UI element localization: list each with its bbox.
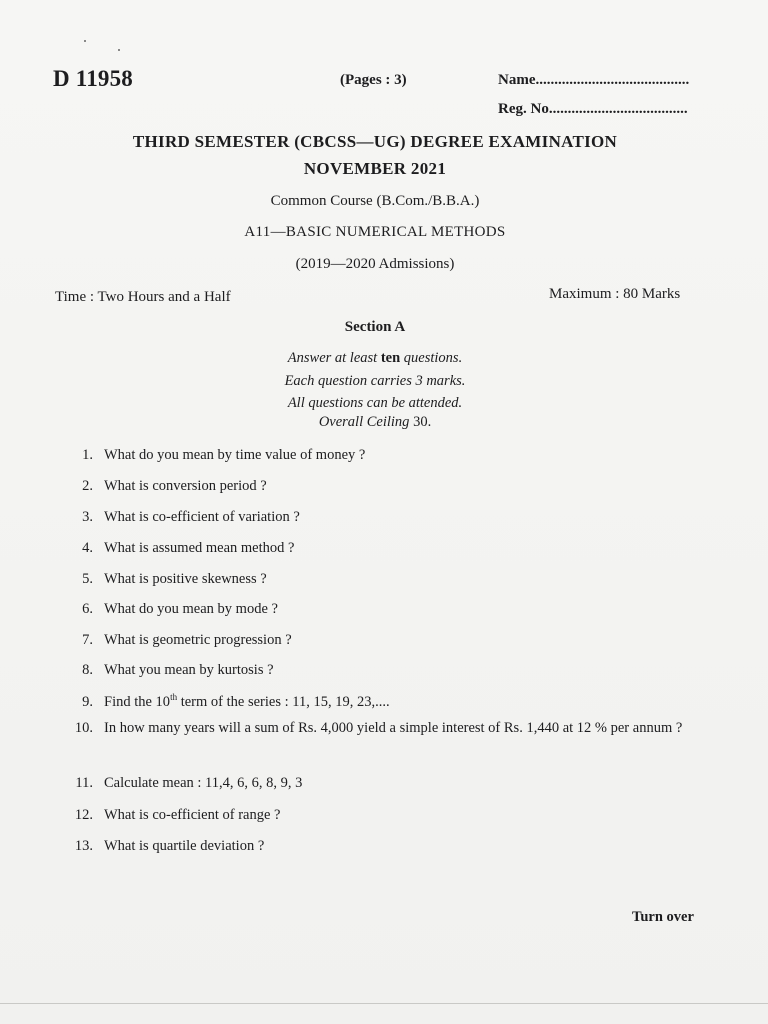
- instruction-emphasis: ten: [380, 350, 401, 366]
- question-number: 9.: [82, 693, 93, 710]
- paper-title: A11—BASIC NUMERICAL METHODS: [244, 224, 506, 240]
- question-text: [104, 692, 390, 711]
- instruction-marks: Each question carries 3 marks.: [284, 373, 466, 389]
- question-item: [60, 662, 274, 679]
- scan-speck: [118, 49, 120, 51]
- question-item: [60, 692, 390, 711]
- question-text: In how many years will a sum of Rs. 4,000 yield a simple interest of Rs. 1,440 at 12 % per annum ?: [104, 720, 683, 736]
- page-bottom-edge: [0, 1003, 768, 1004]
- instruction-text: questions.: [400, 350, 463, 366]
- question-text: What do you mean by mode ?: [104, 601, 278, 617]
- question-number: 13.: [74, 838, 93, 854]
- exam-session: NOVEMBER 2021: [303, 159, 447, 178]
- name-field-label: Name.........................................: [498, 72, 690, 88]
- question-item: [60, 509, 300, 526]
- question-text: What is assumed mean method ?: [104, 540, 295, 556]
- scan-speck: [84, 40, 86, 42]
- question-number: 12.: [74, 807, 93, 823]
- page-count: (Pages : 3): [340, 72, 407, 88]
- question-item: [60, 447, 365, 464]
- paper-code: D 11958: [53, 66, 133, 91]
- question-number: 1.: [82, 447, 93, 463]
- instruction-answer-count: [0, 350, 750, 367]
- instruction-text: 30.: [409, 414, 432, 430]
- question-item: [60, 807, 280, 824]
- exam-title: THIRD SEMESTER (CBCSS—UG) DEGREE EXAMINATION: [132, 132, 618, 151]
- question-number: 7.: [82, 632, 93, 648]
- question-text: What is quartile deviation ?: [104, 838, 265, 854]
- question-item: [60, 601, 278, 618]
- admissions: (2019—2020 Admissions): [295, 256, 455, 272]
- question-text: What do you mean by time value of money ?: [104, 447, 366, 463]
- instruction-text: Answer at least: [287, 350, 381, 366]
- question-item: [60, 571, 267, 588]
- question-number: 11.: [75, 775, 93, 791]
- instruction-ceiling: [0, 414, 750, 431]
- instruction-attend: All questions can be attended.: [287, 395, 463, 411]
- course-name: Common Course (B.Com./B.B.A.): [270, 193, 480, 209]
- question-item: [60, 478, 267, 495]
- question-number: 5.: [82, 571, 93, 587]
- question-text: What is co-efficient of variation ?: [104, 509, 300, 525]
- section-heading: Section A: [344, 319, 406, 335]
- question-text: What is conversion period ?: [104, 478, 267, 494]
- question-text: What is positive skewness ?: [104, 571, 267, 587]
- question-item: [60, 775, 302, 792]
- time-allowed: Time : Two Hours and a Half: [55, 289, 231, 305]
- question-text-part: Find the 10: [104, 693, 171, 710]
- question-text: Calculate mean : 11,4, 6, 6, 8, 9, 3: [104, 775, 303, 791]
- question-number: 3.: [82, 509, 93, 525]
- question-item: [60, 715, 700, 741]
- maximum-marks: Maximum : 80 Marks: [549, 286, 681, 302]
- question-item: [60, 838, 264, 855]
- question-number: 8.: [82, 662, 93, 678]
- ordinal-suffix: th: [170, 692, 178, 702]
- question-text-part: term of the series : 11, 15, 19, 23,....: [177, 693, 390, 710]
- question-number: 2.: [82, 478, 93, 494]
- question-item: [60, 540, 294, 557]
- question-text: What is geometric progression ?: [104, 632, 292, 648]
- reg-no-field-label: Reg. No.....................................: [498, 101, 688, 117]
- question-number: 10.: [74, 720, 93, 736]
- question-item: [60, 632, 292, 649]
- question-number: 4.: [82, 540, 93, 556]
- instruction-text: Overall Ceiling: [318, 414, 410, 430]
- question-text: What you mean by kurtosis ?: [104, 662, 274, 678]
- question-number: 6.: [82, 601, 93, 617]
- turn-over-note: Turn over: [632, 909, 694, 925]
- question-text: What is co-efficient of range ?: [104, 807, 281, 823]
